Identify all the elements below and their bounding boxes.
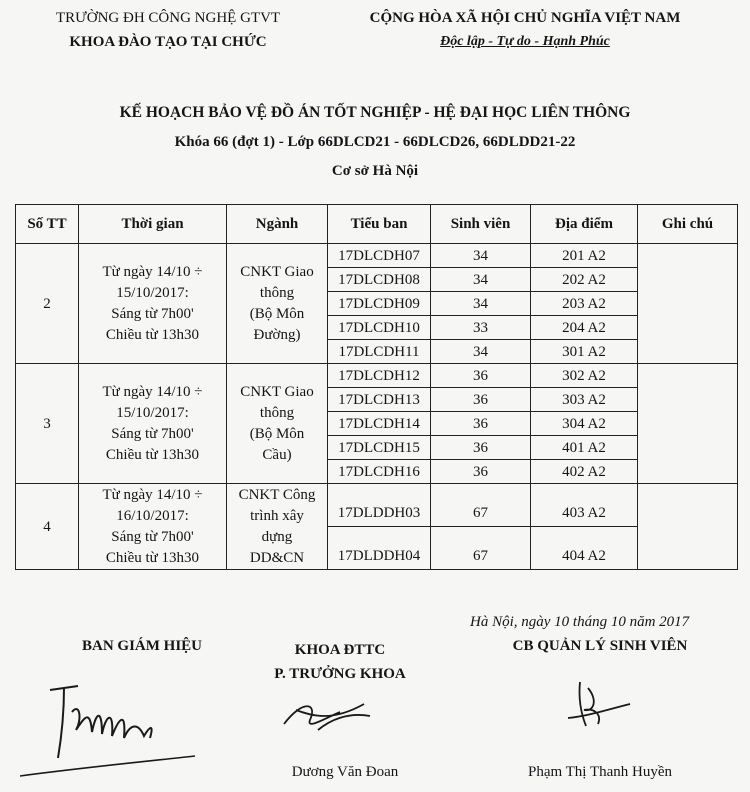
row-students: 36 <box>431 412 531 436</box>
row-board: 17DLCDH13 <box>328 388 431 412</box>
row-room: 201 A2 <box>531 244 638 268</box>
row-students: 34 <box>431 244 531 268</box>
row-board: 17DLCDH09 <box>328 292 431 316</box>
deputy-head-label: P. TRƯỞNG KHOA <box>274 666 406 682</box>
row-major: CNKT Giao thông (Bộ Môn Cầu) <box>227 364 328 484</box>
row-notes <box>638 364 738 484</box>
row-room: 404 A2 <box>531 527 638 570</box>
officer-signer-name: Phạm Thị Thanh Huyền <box>527 764 673 780</box>
country-name: CỘNG HÒA XÃ HỘI CHỦ NGHĨA VIỆT NAM <box>369 10 681 26</box>
faculty-label: KHOA ĐTTC <box>294 642 386 658</box>
faculty-signature-icon <box>278 690 378 738</box>
row-time: Từ ngày 14/10 ÷ 15/10/2017: Sáng từ 7h00' Chiều từ 13h30 <box>79 364 227 484</box>
officer-signature-icon <box>558 668 638 738</box>
row-room: 403 A2 <box>531 484 638 527</box>
table-header-row <box>16 205 738 244</box>
row-room: 301 A2 <box>531 340 638 364</box>
row-board: 17DLCDH16 <box>328 460 431 484</box>
row-room: 204 A2 <box>531 316 638 340</box>
row-stt: 2 <box>16 244 79 364</box>
campus-label: Cơ sở Hà Nội <box>331 163 419 179</box>
signature-title-faculty <box>250 638 430 686</box>
row-notes <box>638 244 738 364</box>
faculty-signer-name: Dương Văn Đoan <box>291 764 399 780</box>
row-board: 17DLCDH10 <box>328 316 431 340</box>
col-header-major: Ngành <box>227 205 328 244</box>
row-room: 203 A2 <box>531 292 638 316</box>
table-row <box>16 364 738 388</box>
defense-schedule-table <box>15 204 738 570</box>
col-header-students: Sinh viên <box>431 205 531 244</box>
row-board: 17DLCDH15 <box>328 436 431 460</box>
table-row <box>16 484 738 527</box>
row-major: CNKT Công trình xây dựng DD&CN <box>227 484 328 570</box>
national-motto: Độc lập - Tự do - Hạnh Phúc <box>440 34 610 49</box>
row-students: 36 <box>431 460 531 484</box>
place-date: Hà Nội, ngày 10 tháng 10 năm 2017 <box>470 614 690 630</box>
row-board: 17DLCDH07 <box>328 244 431 268</box>
row-time: Từ ngày 14/10 ÷ 15/10/2017: Sáng từ 7h00' Chiều từ 13h30 <box>79 244 227 364</box>
faculty-name: KHOA ĐÀO TẠO TẠI CHỨC <box>69 34 267 50</box>
table-row <box>16 244 738 268</box>
row-stt: 4 <box>16 484 79 570</box>
institution-header <box>18 6 318 54</box>
signature-title-student-officer: CB QUẢN LÝ SINH VIÊN <box>512 638 688 654</box>
row-students: 36 <box>431 388 531 412</box>
row-room: 401 A2 <box>531 436 638 460</box>
row-room: 302 A2 <box>531 364 638 388</box>
row-room: 402 A2 <box>531 460 638 484</box>
row-room: 303 A2 <box>531 388 638 412</box>
row-students: 36 <box>431 436 531 460</box>
document-subtitle: Khóa 66 (đợt 1) - Lớp 66DLCD21 - 66DLCD26, 66DLDD21-22 <box>174 134 576 150</box>
row-board: 17DLCDH08 <box>328 268 431 292</box>
signature-title-rector: BAN GIÁM HIỆU <box>81 638 202 654</box>
row-students: 34 <box>431 340 531 364</box>
row-time: Từ ngày 14/10 ÷ 16/10/2017: Sáng từ 7h00' Chiều từ 13h30 <box>79 484 227 570</box>
rector-signature-icon <box>20 672 200 782</box>
col-header-room: Địa điểm <box>531 205 638 244</box>
row-room: 304 A2 <box>531 412 638 436</box>
col-header-notes: Ghi chú <box>638 205 738 244</box>
document-title: KẾ HOẠCH BẢO VỆ ĐỒ ÁN TỐT NGHIỆP - HỆ ĐẠI HỌC LIÊN THÔNG <box>119 104 631 121</box>
col-header-time: Thời gian <box>79 205 227 244</box>
row-room: 202 A2 <box>531 268 638 292</box>
row-major: CNKT Giao thông (Bộ Môn Đường) <box>227 244 328 364</box>
row-board: 17DLCDH11 <box>328 340 431 364</box>
row-students: 67 <box>431 484 531 527</box>
row-board: 17DLDDH03 <box>328 484 431 527</box>
row-students: 36 <box>431 364 531 388</box>
row-stt: 3 <box>16 364 79 484</box>
university-name: TRƯỜNG ĐH CÔNG NGHỆ GTVT <box>55 10 281 26</box>
row-notes <box>638 484 738 570</box>
row-board: 17DLDDH04 <box>328 527 431 570</box>
row-students: 67 <box>431 527 531 570</box>
national-header <box>315 6 735 54</box>
row-board: 17DLCDH12 <box>328 364 431 388</box>
row-students: 34 <box>431 292 531 316</box>
row-students: 34 <box>431 268 531 292</box>
row-students: 33 <box>431 316 531 340</box>
col-header-stt: Số TT <box>16 205 79 244</box>
col-header-board: Tiểu ban <box>328 205 431 244</box>
row-board: 17DLCDH14 <box>328 412 431 436</box>
